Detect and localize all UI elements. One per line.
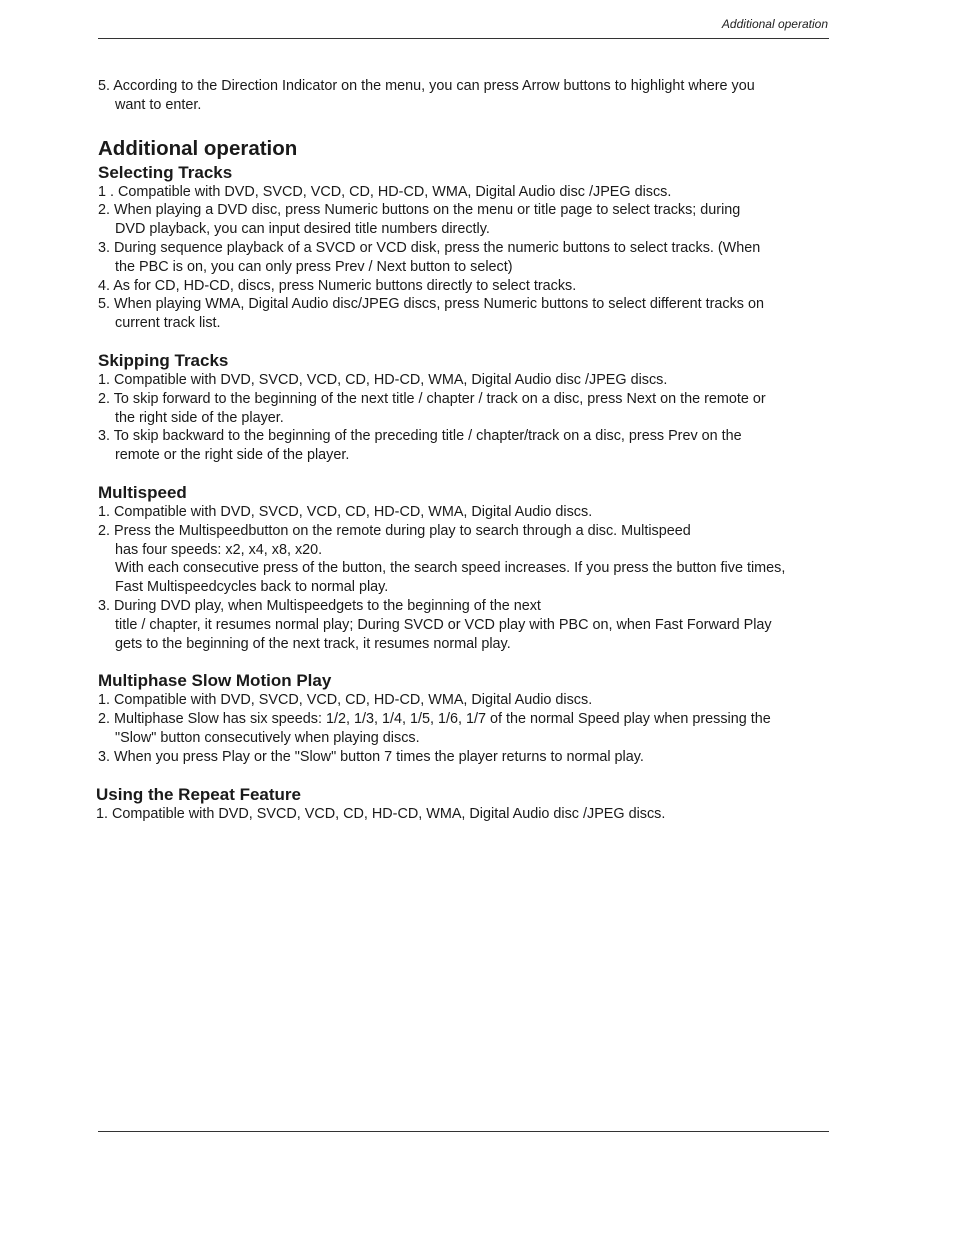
slow-motion-list — [98, 691, 848, 766]
multispeed-speeds: has four speeds: x2, x4, x8, x20. — [115, 541, 323, 558]
repeat-feature-block — [96, 784, 848, 824]
list-item-continuation — [98, 541, 848, 560]
page-content — [98, 77, 848, 823]
header-section-label: Additional operation — [721, 17, 828, 31]
header-rule — [98, 38, 829, 39]
list-item: 1 . Compatible with DVD, SVCD, VCD, CD, HD-CD, WMA, Digital Audio disc /JPEG discs. — [98, 183, 672, 200]
selecting-tracks-list — [98, 183, 848, 333]
multispeed-cycles: cycles back to normal play. — [216, 579, 389, 596]
section-title-selecting-tracks: Selecting Tracks — [98, 162, 233, 182]
multispeed-item3-start: 3. During DVD play, when Multispeed — [98, 597, 337, 614]
list-item-continuation: remote or the right side of the player. — [115, 447, 350, 464]
list-item-continuation: DVD playback, you can input desired title numbers directly. — [115, 221, 490, 238]
list-item: 3. To skip backward to the beginning of the preceding title / chapter/track on a disc, press Prev on the — [98, 428, 742, 445]
list-item-continuation: current track list. — [115, 315, 221, 332]
list-item: 3. When you press Play or the "Slow" button 7 times the player returns to normal play. — [98, 748, 644, 765]
list-item: 2. Multiphase Slow has six speeds: 1/2, 1/3, 1/4, 1/5, 1/6, 1/7 of the normal Speed play when pressing the — [98, 711, 771, 728]
list-item: 4. As for CD, HD-CD, discs, press Numeric buttons directly to select tracks. — [98, 277, 577, 294]
list-item — [98, 597, 848, 616]
list-item: 3. During sequence playback of a SVCD or VCD disk, press the numeric buttons to select tracks. (When — [98, 239, 761, 256]
list-item: 1. Compatible with DVD, SVCD, VCD, CD, HD-CD, WMA, Digital Audio disc /JPEG discs. — [98, 371, 668, 388]
section-title-slow-motion: Multiphase Slow Motion Play — [98, 671, 332, 691]
list-item: 1. Compatible with DVD, SVCD, VCD, CD, HD-CD, WMA, Digital Audio discs. — [98, 692, 593, 709]
skipping-tracks-list — [98, 371, 848, 465]
list-item-continuation: "Slow" button consecutively when playing discs. — [115, 729, 420, 746]
list-item-continuation: the right side of the player. — [115, 409, 284, 426]
list-item-continuation: gets to the beginning of the next track, it resumes normal play. — [115, 635, 511, 652]
section-title-repeat-feature: Using the Repeat Feature — [96, 784, 301, 804]
list-item-continuation — [98, 578, 848, 597]
list-item: 2. To skip forward to the beginning of the next title / chapter / track on a disc, press Next on the remote or — [98, 390, 766, 407]
list-item-continuation: With each consecutive press of the button, the search speed increases. If you press the button five times, — [115, 560, 786, 577]
list-item-continuation: the PBC is on, you can only press Prev / Next button to select) — [115, 258, 513, 275]
footer-rule — [98, 1131, 829, 1132]
section-title-skipping-tracks: Skipping Tracks — [98, 350, 229, 370]
multispeed-item2-end: button on the remote during play to search through a disc. Multispeed — [248, 522, 691, 539]
multispeed-list — [98, 503, 848, 653]
intro-line-2: want to enter. — [115, 96, 202, 113]
section-title-multispeed: Multispeed — [98, 482, 187, 502]
list-item-continuation: title / chapter, it resumes normal play; During SVCD or VCD play with PBC on, when Fast Forward Play — [115, 616, 772, 633]
list-item: 1. Compatible with DVD, SVCD, VCD, CD, HD-CD, WMA, Digital Audio discs. — [98, 503, 593, 520]
list-item — [98, 522, 848, 541]
list-item: 2. When playing a DVD disc, press Numeric buttons on the menu or title page to select tracks; during — [98, 202, 741, 219]
multispeed-fast-label: Fast Multispeed — [115, 579, 217, 596]
intro-line-1: 5. According to the Direction Indicator on the menu, you can press Arrow buttons to highlight where you — [98, 78, 755, 94]
list-item: 5. When playing WMA, Digital Audio disc/JPEG discs, press Numeric buttons to select different tracks on — [98, 296, 764, 313]
multispeed-item2-start: 2. Press the Multispeed — [98, 522, 249, 539]
multispeed-item3-end: gets to the beginning of the next — [336, 597, 541, 614]
page-title: Additional operation — [98, 136, 298, 160]
list-item: 1. Compatible with DVD, SVCD, VCD, CD, HD-CD, WMA, Digital Audio disc /JPEG discs. — [96, 805, 666, 822]
